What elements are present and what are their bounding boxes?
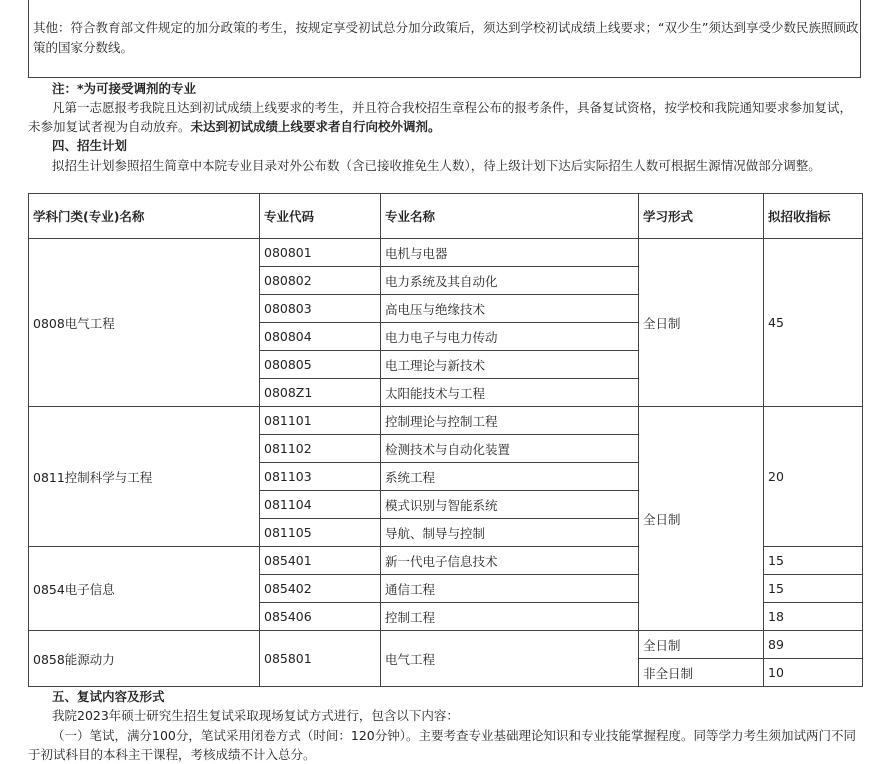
code-cell: 080803 [260, 295, 381, 323]
quota-cell: 15 [764, 547, 863, 575]
section5-item1: （一）笔试，满分100分，笔试采用闭卷方式（时间：120分钟）。主要考查专业基础理论知识和专业技能掌握程度。同等学力考生须加试两门不同于初试科目的本科主干课程，考核成绩不计入总分。 [28, 728, 856, 762]
quota-cell: 18 [764, 603, 863, 631]
major-cell: 电力系统及其自动化 [381, 267, 639, 295]
table-row [29, 407, 863, 435]
table-row [29, 631, 863, 659]
note-paragraph-bold: 未达到初试成绩上线要求者自行向校外调剂。 [190, 119, 441, 134]
major-cell: 电气工程 [381, 631, 639, 687]
major-cell: 模式识别与智能系统 [381, 491, 639, 519]
major-cell: 导航、制导与控制 [381, 519, 639, 547]
major-cell: 控制工程 [381, 603, 639, 631]
enrollment-plan-table [28, 193, 863, 687]
major-cell: 控制理论与控制工程 [381, 407, 639, 435]
major-cell: 电力电子与电力传动 [381, 323, 639, 351]
code-cell: 085401 [260, 547, 381, 575]
note-heading: 注：*为可接受调剂的专业 [52, 81, 197, 96]
major-cell: 电工理论与新技术 [381, 351, 639, 379]
section5-heading: 五、复试内容及形式 [52, 689, 165, 704]
discipline-cell: 0854电子信息 [29, 547, 260, 631]
header-quota: 拟招收指标 [764, 194, 863, 239]
major-cell: 太阳能技术与工程 [381, 379, 639, 407]
quota-cell: 45 [764, 239, 863, 407]
code-cell: 080805 [260, 351, 381, 379]
study-form-cell: 全日制 [639, 631, 764, 659]
discipline-cell: 0811控制科学与工程 [29, 407, 260, 547]
other-policy-cell [28, 0, 861, 78]
section5-intro: 我院2023年硕士研究生招生复试采取现场复试方式进行，包含以下内容： [52, 708, 459, 723]
code-cell: 081104 [260, 491, 381, 519]
quota-cell: 10 [764, 659, 863, 687]
header-major: 专业名称 [381, 194, 639, 239]
section4-heading: 四、招生计划 [52, 138, 128, 153]
study-form-cell: 全日制 [639, 407, 764, 631]
code-cell: 081101 [260, 407, 381, 435]
other-policy-text: 其他：符合教育部文件规定的加分政策的考生，按规定享受初试总分加分政策后，须达到学校初试成绩上线要求；“双少生”须达到享受少数民族照顾政策的国家分数线。 [33, 20, 859, 55]
quota-cell: 89 [764, 631, 863, 659]
major-cell: 通信工程 [381, 575, 639, 603]
discipline-cell: 0858能源动力 [29, 631, 260, 687]
code-cell: 080802 [260, 267, 381, 295]
code-cell: 080801 [260, 239, 381, 267]
code-cell: 081105 [260, 519, 381, 547]
header-study-form: 学习形式 [639, 194, 764, 239]
quota-cell: 15 [764, 575, 863, 603]
major-cell: 新一代电子信息技术 [381, 547, 639, 575]
table-row [29, 239, 863, 267]
code-cell: 085402 [260, 575, 381, 603]
code-cell: 081102 [260, 435, 381, 463]
major-cell: 系统工程 [381, 463, 639, 491]
discipline-cell: 0808电气工程 [29, 239, 260, 407]
header-code: 专业代码 [260, 194, 381, 239]
section4-paragraph: 拟招生计划参照招生简章中本院专业目录对外公布数（含已接收推免生人数），待上级计划下达后实际招生人数可根据生源情况做部分调整。 [52, 158, 821, 173]
code-cell: 085801 [260, 631, 381, 687]
note-paragraph [28, 98, 862, 136]
study-form-cell: 全日制 [639, 239, 764, 407]
code-cell: 080804 [260, 323, 381, 351]
major-cell: 高电压与绝缘技术 [381, 295, 639, 323]
quota-cell: 20 [764, 407, 863, 547]
code-cell: 081103 [260, 463, 381, 491]
table-header-row [29, 194, 863, 239]
header-discipline: 学科门类(专业)名称 [29, 194, 260, 239]
code-cell: 085406 [260, 603, 381, 631]
code-cell: 0808Z1 [260, 379, 381, 407]
note-paragraph-text: 凡第一志愿报考我院且达到初试成绩上线要求的考生，并且符合我校招生章程公布的报考条件，具备复试资格，按学校和我院通知要求参加复试，未参加复试者视为自动放弃。 [28, 100, 853, 134]
major-cell: 电机与电器 [381, 239, 639, 267]
study-form-cell: 非全日制 [639, 659, 764, 687]
major-cell: 检测技术与自动化装置 [381, 435, 639, 463]
